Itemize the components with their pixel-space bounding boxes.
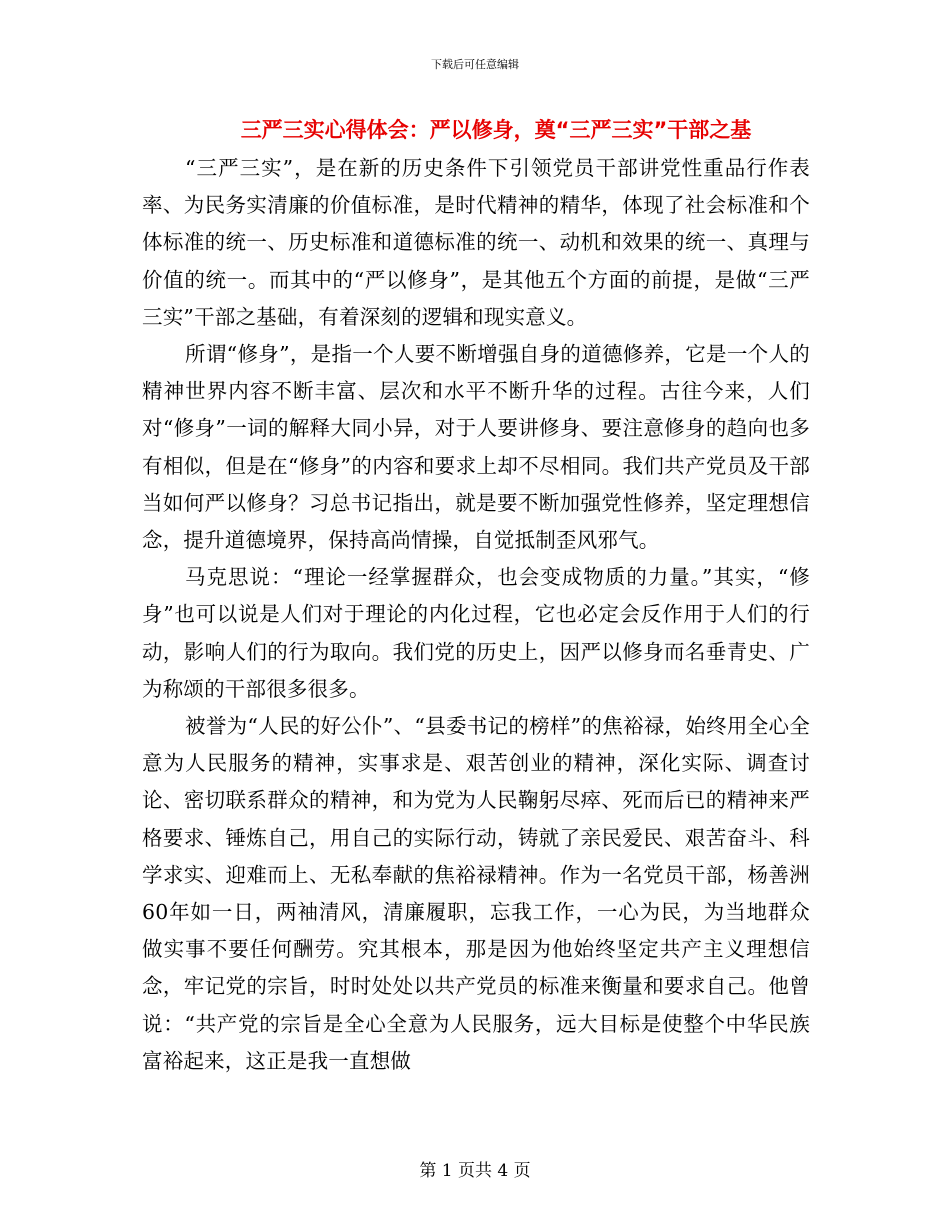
body-paragraph: 马克思说：“理论一经掌握群众，也会变成物质的力量。”其实，“修身”也可以说是人们对于理论的内化过程，它也必定会反作用于人们的行动，影响人们的行为取向。我们党的历史上，因严以修身而名垂青史、广为称颂的干部很多很多。 bbox=[142, 565, 810, 701]
page-number: 第 1 页共 4 页 bbox=[419, 1161, 531, 1181]
document-title: 三严三实心得体会：严以修身，奠“三严三实”干部之基 bbox=[240, 118, 752, 142]
body-paragraph: 被誉为“人民的好公仆”、“县委书记的榜样”的焦裕禄，始终用全心全意为人民服务的精神，实事求是、艰苦创业的精神，深化实际、调查讨论、密切联系群众的精神，和为党为人民鞠躬尽瘁、死而后已的精神来严格要求、锤炼自己，用自己的实际行动，铸就了亲民爱民、艰苦奋斗、科学求实、迎难而上、无私奉献的焦裕禄精神。作为一名党员干部，杨善洲60年如一日，两袖清风，清廉履职，忘我工作，一心为民，为当地群众做实事不要任何酬劳。究其根本，那是因为他始终坚定共产主义理想信念，牢记党的宗旨，时时处处以共产党员的标准来衡量和要求自己。他曾说：“共产党的宗旨是全心全意为人民服务，远大目标是使整个中华民族富裕起来，这正是我一直想做 bbox=[142, 714, 810, 1073]
body-paragraph: “三严三实”，是在新的历史条件下引领党员干部讲党性重品行作表率、为民务实清廉的价值标准，是时代精神的精华，体现了社会标准和个体标准的统一、历史标准和道德标准的统一、动机和效果的统一、真理与价值的统一。而其中的“严以修身”，是其他五个方面的前提，是做“三严三实”干部之基础，有着深刻的逻辑和现实意义。 bbox=[142, 156, 810, 329]
page-header-note: 下载后可任意编辑 bbox=[431, 58, 519, 71]
document-body bbox=[142, 150, 810, 1080]
body-paragraph: 所谓“修身”，是指一个人要不断增强自身的道德修养，它是一个人的精神世界内容不断丰富、层次和水平不断升华的过程。古往今来，人们对“修身”一词的解释大同小异，对于人要讲修身、要注意修身的趋向也多有相似，但是在“修身”的内容和要求上却不尽相同。我们共产党员及干部当如何严以修身？习总书记指出，就是要不断加强党性修养，坚定理想信念，提升道德境界，保持高尚情操，自觉抵制歪风邪气。 bbox=[142, 342, 810, 553]
